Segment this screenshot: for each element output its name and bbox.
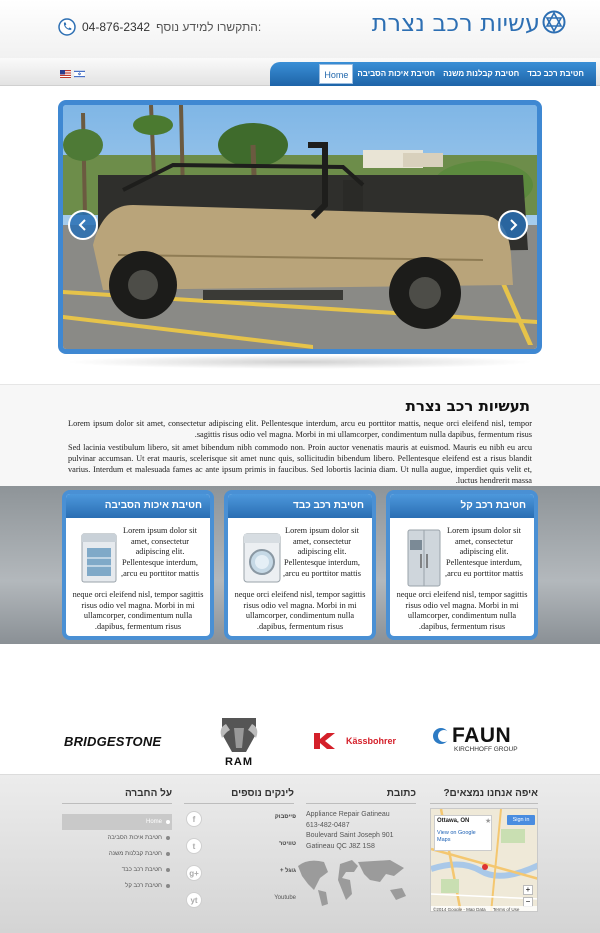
map-zoom-out-button[interactable]: − <box>523 897 533 907</box>
kassbohrer-wordmark: Kässbohrer <box>346 736 397 746</box>
contact-phone[interactable]: 04-876-2342 <box>82 20 151 34</box>
footer-address-column <box>306 788 416 852</box>
washing-machine-icon <box>240 528 284 588</box>
footer-map-column <box>430 788 538 804</box>
social-label: פייסבוק <box>274 814 296 820</box>
nav-item-environment[interactable]: חטיבת איכות הסביבה <box>357 69 436 78</box>
site-logo[interactable] <box>372 8 540 38</box>
nav-item-subcontracting[interactable]: חטיבת קבלנות משנה <box>443 69 520 78</box>
card-title[interactable]: חטיבת רכב קל <box>390 494 534 518</box>
refrigerator-icon <box>402 528 446 588</box>
address-lines <box>306 810 416 852</box>
nav-item-home[interactable]: Home <box>319 64 353 84</box>
google-map[interactable] <box>430 808 538 912</box>
contact-label: התקשרו למידע נוסף: <box>156 20 262 34</box>
phone-icon <box>58 18 76 36</box>
map-place-name: Ottawa, ON <box>437 818 470 824</box>
footer-links-title: לינקים נוספים <box>184 788 294 804</box>
card-text-top: Lorem ipsum dolor sit amet, consectetur adipiscing elit. Pellentesque interdum, arcu eu porttitor mattis, <box>121 526 199 578</box>
hero-slider[interactable] <box>58 100 542 354</box>
dishwasher-icon <box>78 528 122 588</box>
youtube-icon: yt <box>186 892 202 908</box>
ram-head-icon <box>212 714 266 754</box>
about-section <box>0 384 600 486</box>
card-title[interactable]: חטיבת איכות הסביבה <box>66 494 210 518</box>
hero-image-jeep <box>63 105 537 349</box>
israel-flag-icon[interactable] <box>74 70 85 78</box>
map-view-link[interactable]: View on Google Maps <box>437 830 476 843</box>
us-flag-icon[interactable] <box>60 70 71 78</box>
slider-next-button[interactable] <box>498 210 528 240</box>
card-text-bottom: neque orci eleifend nisl, tempor sagittis risus odio vel magna. Morbi in mi ullamcorper, condimentum nulla dapibus, fermentum risus. <box>72 590 204 632</box>
service-card-environment[interactable] <box>62 490 214 640</box>
world-map-icon <box>294 856 414 908</box>
card-text-top: Lorem ipsum dolor sit amet, consectetur adipiscing elit. Pellentesque interdum, arcu eu porttitor mattis, <box>445 526 523 578</box>
card-title[interactable]: חטיבת רכב כבד <box>228 494 372 518</box>
footer-link-light-vehicles[interactable]: חטיבת רכב קל <box>62 878 172 894</box>
bridgestone-wordmark: BRIDGESTONE <box>64 734 162 749</box>
chevron-left-icon <box>77 219 89 231</box>
about-paragraph-1: Lorem ipsum dolor sit amet, consectetur adipiscing elit. Pellentesque interdum, arcu eu porttitor mattis, neque orci eleifend nisl, tempor sagittis risus odio vel magna. Morbi in mi ullamcorper, condimentum nulla dapibus, fermentum risus. <box>68 419 532 439</box>
map-copyright: ©2014 Google - Map Data <box>433 907 486 912</box>
map-zoom-in-button[interactable]: + <box>523 885 533 895</box>
social-youtube[interactable] <box>186 892 296 918</box>
ram-logo[interactable] <box>212 714 266 770</box>
google-plus-icon: g+ <box>186 865 202 881</box>
ram-wordmark: RAM <box>224 756 254 768</box>
twitter-icon: t <box>186 838 202 854</box>
map-info-box <box>434 815 492 851</box>
service-card-light-vehicles[interactable] <box>386 490 538 640</box>
footer-link-heavy-vehicles[interactable]: חטיבת רכב כבד <box>62 862 172 878</box>
kassbohrer-logo[interactable] <box>312 732 416 752</box>
address-line: 613-482-0487 <box>306 821 350 829</box>
main-nav <box>270 62 596 86</box>
social-facebook[interactable] <box>186 811 296 837</box>
slider-prev-button[interactable] <box>68 210 98 240</box>
nav-item-heavy-vehicles[interactable]: חטיבת רכב כבד <box>527 69 584 78</box>
footer-company-title: על החברה <box>62 788 172 804</box>
footer-links-column <box>184 788 294 804</box>
card-text-bottom: neque orci eleifend nisl, tempor sagittis risus odio vel magna. Morbi in mi ullamcorper, condimentum nulla dapibus, fermentum risus. <box>396 590 528 632</box>
map-terms-link[interactable]: Terms of Use <box>492 907 520 912</box>
about-title: תעשיות רכב נצרת <box>405 397 530 415</box>
bridgestone-logo[interactable] <box>64 734 172 752</box>
social-label: Youtube <box>274 895 296 901</box>
footer-link-subcontracting[interactable]: חטיבת קבלנות משנה <box>62 846 172 862</box>
social-twitter[interactable] <box>186 838 296 864</box>
footer-map-title: איפה אנחנו נמצאים? <box>430 788 538 804</box>
footer-address-title: כתובת <box>306 788 416 804</box>
card-text-bottom: neque orci eleifend nisl, tempor sagittis risus odio vel magna. Morbi in mi ullamcorper, condimentum nulla dapibus, fermentum risus. <box>234 590 366 632</box>
language-switcher <box>60 70 85 78</box>
kassbohrer-k-icon <box>312 732 338 750</box>
faun-logo[interactable] <box>432 724 536 756</box>
footer-link-home[interactable]: Home <box>62 814 172 830</box>
star-icon[interactable]: ★ <box>485 818 492 825</box>
card-text-top: Lorem ipsum dolor sit amet, consectetur adipiscing elit. Pellentesque interdum, arcu eu porttitor mattis, <box>283 526 361 578</box>
address-line: Gatineau QC J8Z 1S8 <box>306 842 375 850</box>
about-paragraph-2: Sed lacinia vestibulum libero, sit amet bibendum nibh commodo non. Proin auctor venenatis mauris at euismod. Mauris eu nibh eu arcu pulvinar accumsan. Ut erat mauris, scelerisque sit amet nunc quis, sollicitudin bibendum libero. Pellentesque eleifend est a risus blandit varius. Interdum et malesuada fames ac ante ipsum primis in faucibus. Sed lobortis lacinia diam. Ut nulla augue, imperdiet quis velit et, luctus hendrerit massa. <box>68 443 532 485</box>
social-google-plus[interactable] <box>186 865 296 891</box>
header-contact <box>58 16 261 38</box>
faun-wordmark: FAUN <box>452 724 512 747</box>
chevron-right-icon <box>507 219 519 231</box>
footer-company-links <box>62 814 172 894</box>
logo-emblem-icon <box>542 10 566 34</box>
map-signin-button[interactable]: Sign in <box>507 815 535 825</box>
social-label: גוגל + <box>279 868 296 874</box>
facebook-icon: f <box>186 811 202 827</box>
logo-text: עשיות רכב נצרת <box>371 9 540 37</box>
social-label: טוויטר <box>278 841 296 847</box>
address-line: Boulevard Saint Joseph 901 <box>306 832 394 839</box>
address-line: Appliance Repair Gatineau <box>306 811 390 818</box>
faun-subtitle: KIRCHHOFF GROUP <box>454 746 518 753</box>
footer-link-environment[interactable]: חטיבת איכות הסביבה <box>62 830 172 846</box>
service-card-heavy-vehicles[interactable] <box>224 490 376 640</box>
slider-shadow <box>64 355 536 369</box>
footer-company-column <box>62 788 172 894</box>
map-attribution <box>431 906 538 912</box>
